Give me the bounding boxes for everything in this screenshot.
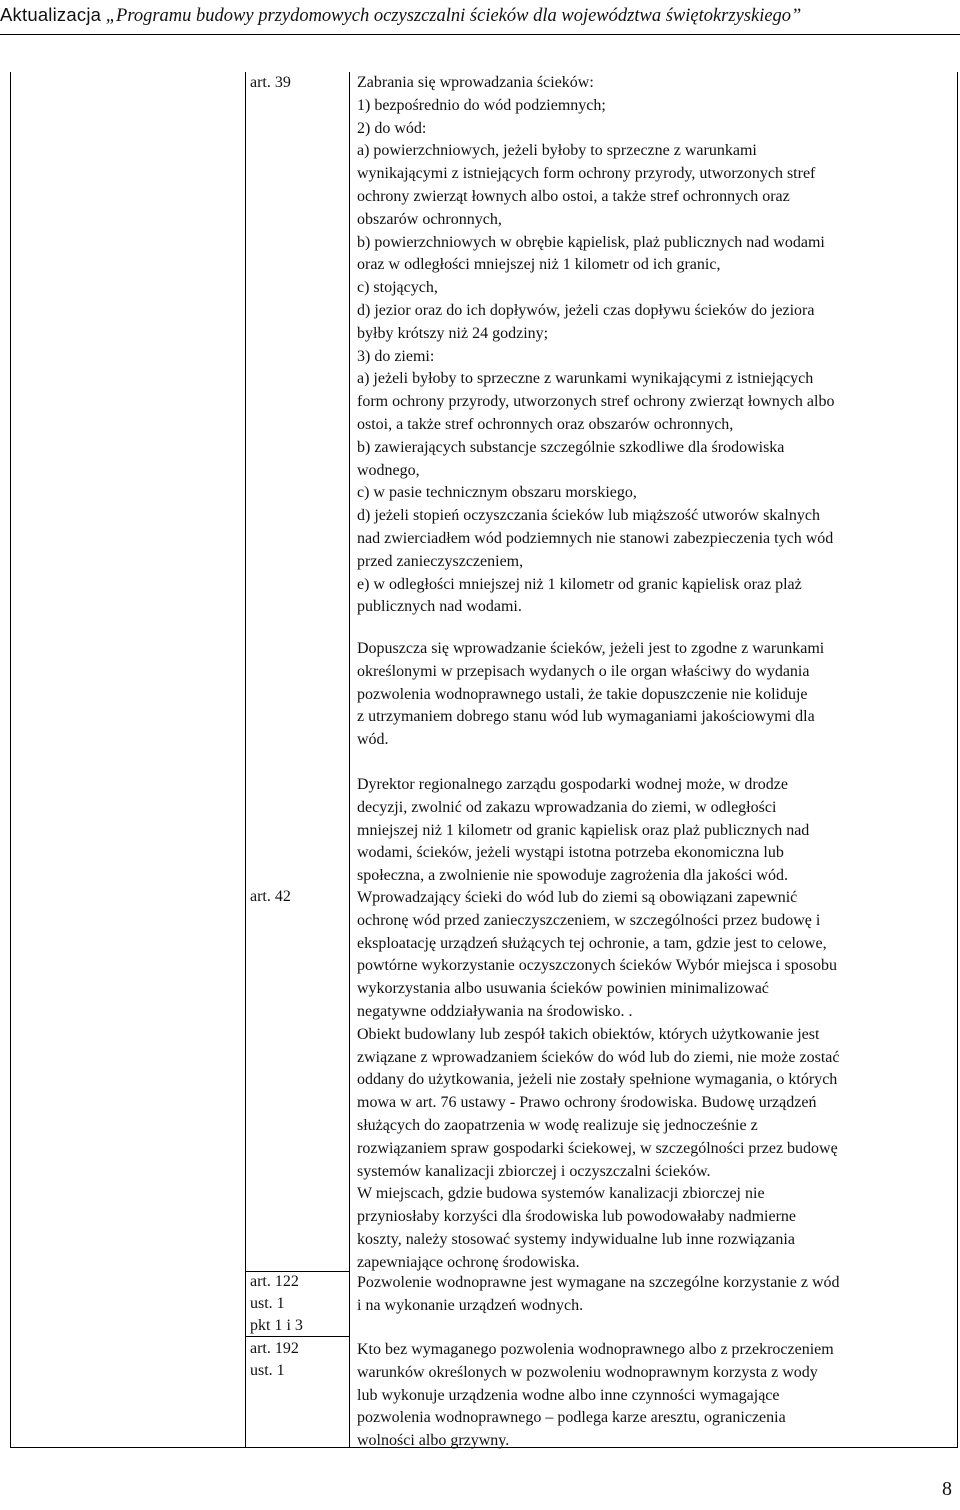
table-column-divider-left [245,72,246,1448]
text-line: zapewniające ochronę środowiska. [357,1253,580,1271]
text-line: pozwolenia wodnoprawnego ustali, że takie dopuszczenie nie koliduje [357,685,808,703]
text-line: c) stojących, [357,279,438,297]
text-line: byłby krótszy niż 24 godziny; [357,324,549,342]
section-penalty [357,1339,949,1453]
text-line: przyniosłaby korzyści dla środowiska lub powodowałaby nadmierne [357,1208,797,1226]
text-line: warunków określonych w pozwoleniu wodnoprawnym korzysta z wody [357,1363,818,1381]
text-line: a) jeżeli byłoby to sprzeczne z warunkami wynikającymi z istniejących [357,370,814,388]
text-line: b) powierzchniowych w obrębie kąpielisk, plaż publicznych nad wodami [357,233,825,251]
text-line: systemów kanalizacji zbiorczej i oczyszczalni ścieków. [357,1162,711,1180]
page-number: 8 [942,1478,952,1500]
text-line: publicznych nad wodami. [357,598,522,616]
text-line: a) powierzchniowych, jeżeli byłoby to sprzeczne z warunkami [357,142,757,160]
text-line: wykorzystania albo usuwania ścieków powinien minimalizować [357,980,769,998]
header-title: „Programu budowy przydomowych oczyszczalni ścieków dla województwa świętokrzyskiego” [105,6,802,26]
text-line: ochronę wód przed zanieczyszczeniem, w szczególności przez budowę i [357,911,821,929]
text-line: Dyrektor regionalnego zarządu gospodarki wodnej może, w drodze [357,776,788,793]
text-line: ostoi, a także stref ochronnych oraz obszarów ochronnych, [357,415,734,433]
text-line: i na wykonanie urządzeń wodnych. [357,1296,584,1314]
section-permission [357,638,949,752]
text-line: powtórne wykorzystanie oczyszczonych ścieków Wybór miejsca i sposobu [357,957,837,975]
text-line: b) zawierających substancje szczególnie szkodliwe dla środowiska [357,438,785,456]
text-line: 2) do wód: [357,119,427,137]
text-line: Wprowadzający ścieki do wód lub do ziemi są obowiązani zapewnić [357,889,798,906]
text-line: decyzji, zwolnić od zakazu wprowadzania do ziemi, w odległości [357,798,777,816]
text-line: Dopuszcza się wprowadzanie ścieków, jeżeli jest to zgodne z warunkami [357,640,825,657]
article-label-42: art. 42 [250,888,291,905]
text-line: oddany do użytkowania, jeżeli nie zostały spełnione wymagania, o których [357,1071,838,1089]
header-prefix: Aktualizacja [0,4,102,25]
header-rule [0,34,960,35]
text-line: wolności albo grzywny. [357,1432,510,1450]
section-water-permit [357,1272,949,1318]
text-line: wodnego, [357,461,420,479]
text-line: 1) bezpośrednio do wód podziemnych; [357,96,606,114]
text-line: 3) do ziemi: [357,347,435,365]
text-line: eksploatację urządzeń służących tej ochronie, a tam, gdzie jest to celowe, [357,934,827,952]
section-director-exemption [357,774,949,888]
text-line: przed zanieczyszczeniem, [357,552,524,570]
text-line: ochrony zwierząt łownych albo ostoi, a także stref ochronnych oraz [357,187,790,205]
text-line: oraz w odległości mniejszej niż 1 kilometr od ich granic, [357,256,721,274]
text-line: służących do zaopatrzenia w wodę realizuje się jednocześnie z [357,1116,758,1134]
text-line: W miejscach, gdzie budowa systemów kanalizacji zbiorczej nie [357,1185,765,1203]
text-line: d) jeżeli stopień oczyszczania ścieków lub miąższość utworów skalnych [357,507,820,525]
text-line: rozwiązaniem spraw gospodarki ściekowej, w szczególności przez budowę [357,1139,838,1157]
article-label-122: art. 122 ust. 1 pkt 1 i 3 [250,1273,303,1334]
text-line: obszarów ochronnych, [357,210,502,228]
article-label-192: art. 192 ust. 1 [250,1340,299,1379]
text-line: z utrzymaniem dobrego stanu wód lub wymaganiami jakościowymi dla [357,708,815,726]
text-line: wynikającymi z istniejących form ochrony przyrody, utworzonych stref [357,165,816,183]
table-column-divider-right [349,72,350,1448]
text-line: Obiekt budowlany lub zespół takich obiektów, których użytkowanie jest [357,1025,820,1043]
text-line: nad zwierciadłem wód podziemnych nie stanowi zabezpieczenia tych wód [357,529,834,547]
text-line: c) w pasie technicznym obszaru morskiego, [357,484,637,502]
text-line: Kto bez wymaganego pozwolenia wodnoprawnego albo z przekroczeniem [357,1341,834,1358]
article-label-39: art. 39 [250,74,291,91]
text-line: koszty, należy stosować systemy indywidualne lub inne rozwiązania [357,1230,795,1248]
text-line: mowa w art. 76 ustawy - Prawo ochrony środowiska. Budowę urządzeń [357,1094,817,1112]
text-line: negatywne oddziaływania na środowisko. . [357,1002,633,1020]
text-line: wód. [357,731,389,749]
text-line: e) w odległości mniejszej niż 1 kilometr od granic kąpielisk oraz plaż [357,575,802,593]
text-line: społeczna, a zwolnienie nie spowoduje zagrożenia dla jakości wód. [357,867,788,885]
text-line: Pozwolenie wodnoprawne jest wymagane na szczególne korzystanie z wód [357,1274,840,1291]
text-line: pozwolenia wodnoprawnego – podlega karze aresztu, ograniczenia [357,1409,786,1427]
section-obligations [357,887,949,1275]
text-line: mniejszej niż 1 kilometr od granic kąpielisk oraz plaż publicznych nad [357,821,810,839]
text-line: lub wykonuje urządzenia wodne albo inne czynności wymagające [357,1386,780,1404]
text-line: d) jezior oraz do ich dopływów, jeżeli czas dopływu ścieków do jeziora [357,301,815,319]
text-line: form ochrony przyrody, utworzonych stref ochrony zwierząt łownych albo [357,393,835,411]
text-line: wodami, ścieków, jeżeli wystąpi istotna potrzeba ekonomiczna lub [357,844,784,862]
text-line: Zabrania się wprowadzania ścieków: [357,74,594,91]
text-line: określonymi w przepisach wydanych o ile organ właściwy do wydania [357,662,810,680]
section-prohibitions [357,72,949,619]
text-line: związane z wprowadzaniem ścieków do wód lub do ziemi, nie może zostać [357,1048,840,1066]
running-header [0,0,960,34]
